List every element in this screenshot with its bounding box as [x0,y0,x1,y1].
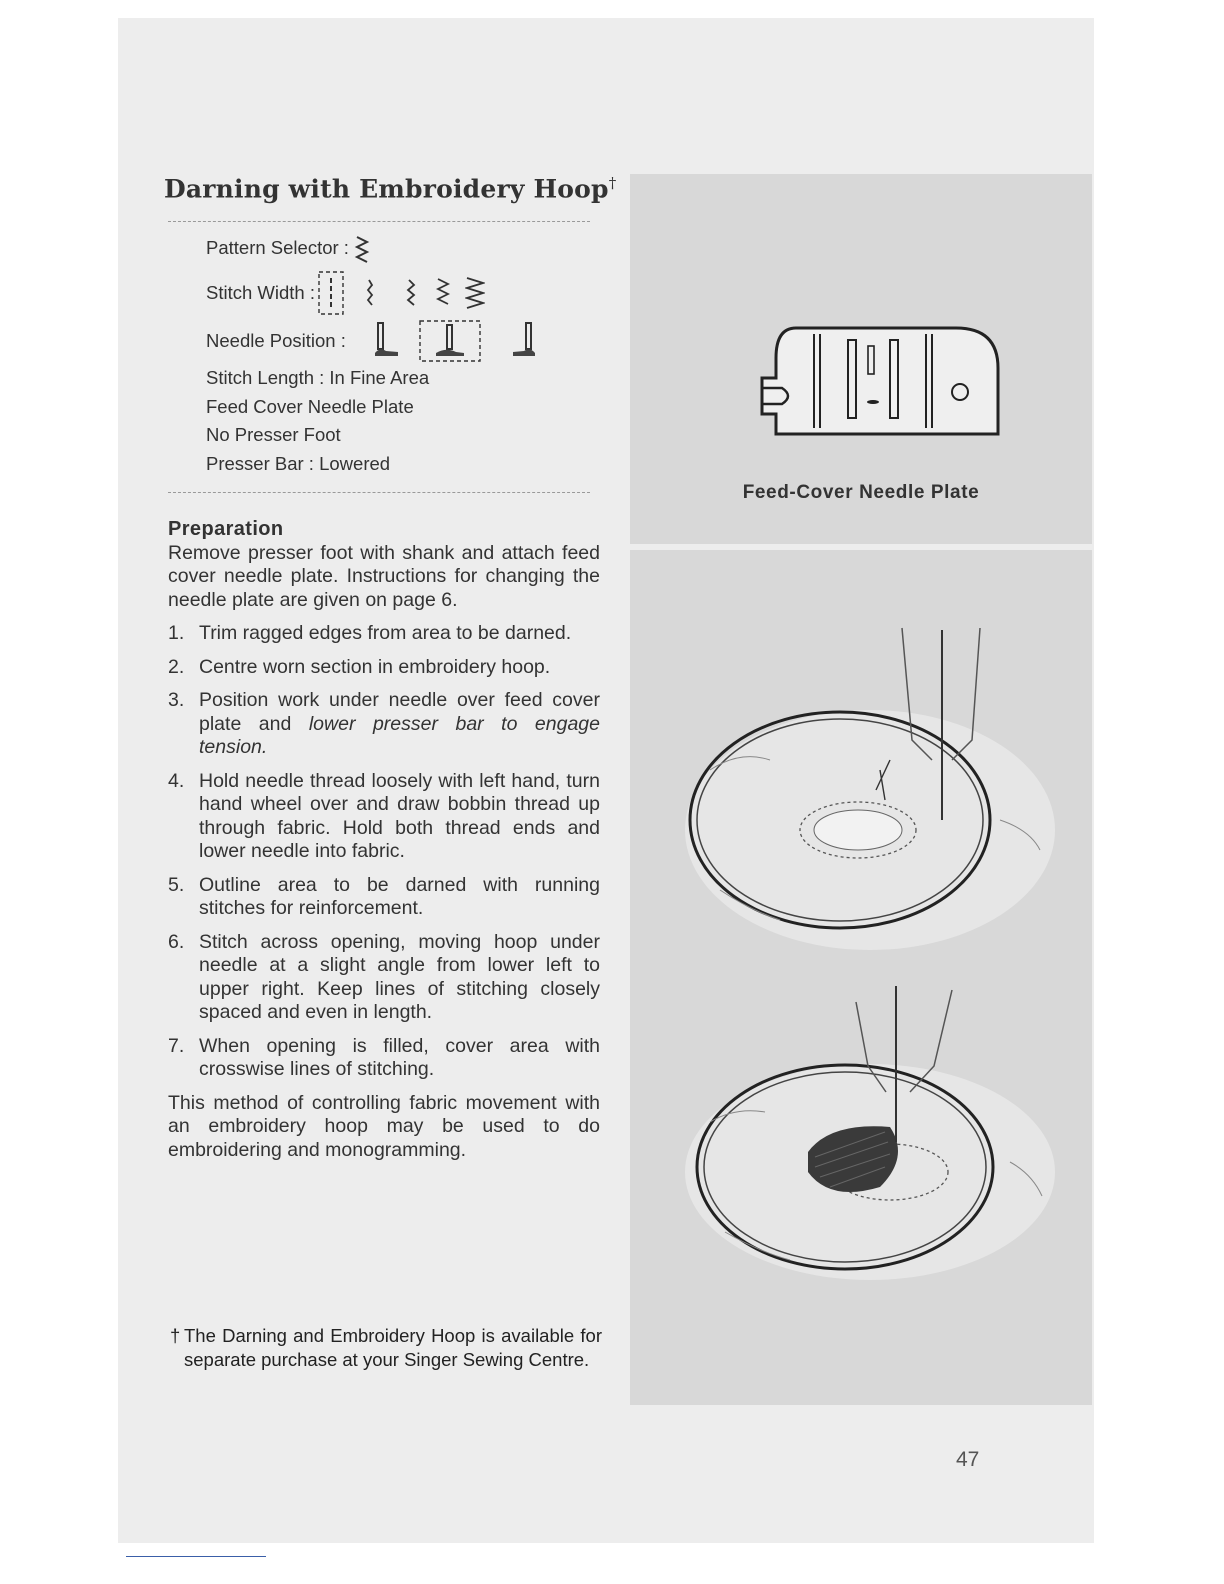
steps-list [168,622,600,1082]
footer-rule [126,1556,266,1557]
machine-settings [206,234,596,478]
preparation-intro: Remove presser foot with shank and attach feed cover needle plate. Instructions for changing the needle plate are given on page 6. [168,541,600,611]
hoop-darning-illustration [680,982,1060,1282]
page-number: 47 [956,1448,980,1471]
page-title: Darning with Embroidery Hoop† [164,174,617,204]
centre-needle-icon [418,319,482,363]
settings-divider [168,492,590,493]
needle-plate-illustration [756,322,1002,444]
list-item: 7. When opening is filled, cover area with crosswise lines of stitching. [168,1034,600,1080]
narrow-zigzag-icon [363,278,377,308]
preparation-section [168,518,600,1162]
list-item: 1. Trim ragged edges from area to be darned. [168,622,572,644]
preparation-heading: Preparation [168,518,284,540]
medium-zigzag-icon [403,278,419,308]
pattern-selector-row: Pattern Selector : [206,234,596,268]
list-item: 6. Stitch across opening, moving hoop under needle at a slight angle from lower left to upper right. Keep lines of stitching closely spaced and even in length. [168,930,600,1023]
wide-zigzag-icon [435,277,451,309]
closing-paragraph: This method of controlling fabric movement with an embroidery hoop may be used to do embroidering and monogramming. [168,1091,600,1161]
figure-caption: Feed-Cover Needle Plate [742,482,980,503]
left-needle-icon [372,321,402,361]
list-item: 5. Outline area to be darned with running stitches for reinforcement. [168,873,600,919]
feed-cover-text: Feed Cover Needle Plate [206,395,414,417]
no-presser-foot-text: No Presser Foot [206,424,341,445]
needle-position-row: Needle Position : [206,318,596,364]
widest-zigzag-icon [465,276,485,310]
list-item: 4. Hold needle thread loosely with left hand, turn hand wheel over and draw bobbin thread up through fabric. Hold both thread ends and lower needle into fabric. [168,769,600,862]
title-divider [168,221,590,222]
stitch-length-text: Stitch Length : In Fine Area [206,367,430,388]
right-needle-icon [508,321,538,361]
list-item: 2. Centre worn section in embroidery hoop. [168,655,551,678]
list-item: 3. Position work under needle over feed cover plate and lower presser bar to engage tension. [168,689,600,758]
hoop-threading-illustration [680,620,1060,950]
stitch-width-row: Stitch Width : [206,268,596,318]
footnote: † The Darning and Embroidery Hoop is available for separate purchase at your Singer Sewing Centre. [170,1325,602,1370]
zigzag-stitch-icon [354,235,370,263]
presser-bar-text: Presser Bar : Lowered [206,452,391,474]
straight-width-icon [317,270,347,316]
